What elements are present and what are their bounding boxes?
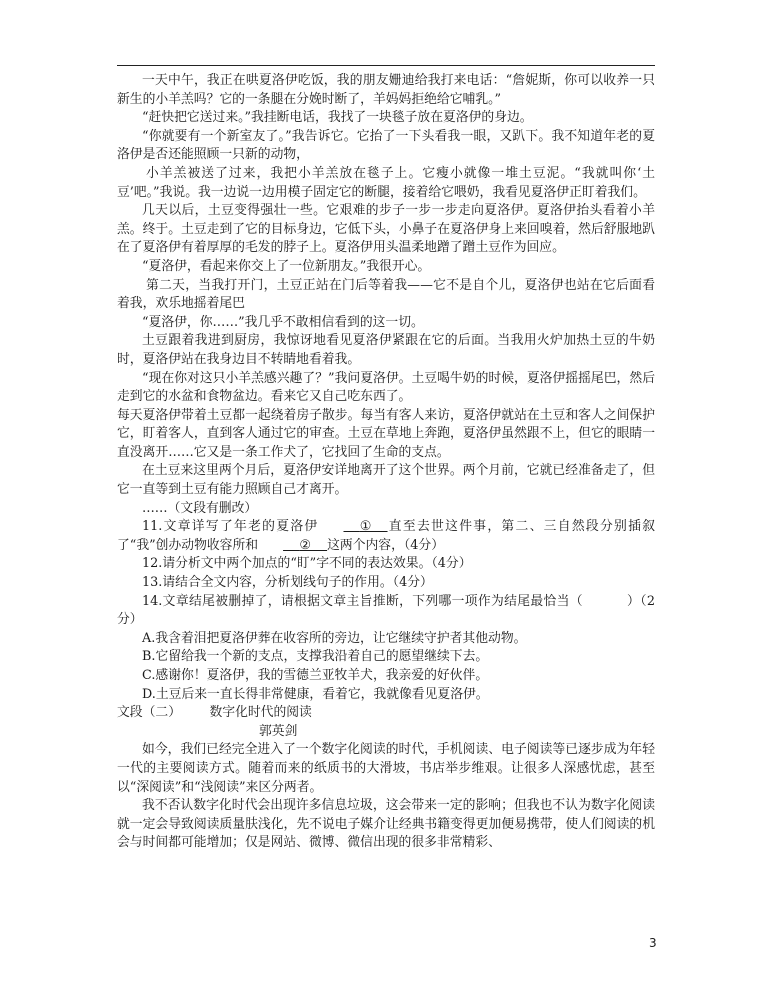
question-list <box>117 555 655 629</box>
article-title: 数字化时代的阅读 <box>209 705 312 721</box>
section-label: 文段（二） <box>117 705 181 721</box>
paragraph: 第二天，当我打开门，土豆正站在门后等着我——它不是自个儿，夏洛伊也站在它后面看着我，欢乐地摇着尾巴 <box>117 277 655 312</box>
paragraph: “赶快把它送过来。”我挂断电话，我找了一块毯子放在夏洛伊的身边。 <box>142 110 533 126</box>
answer-option: C.感谢你！夏洛伊，我的雪德兰亚牧羊犬，我亲爱的好伙伴。 <box>142 668 489 683</box>
page-number: 3 <box>649 936 657 950</box>
paragraph: 小羊羔被送了过来，我把小羊羔放在毯子上。它瘦小就像一堆土豆泥。“我就叫你‘土豆’吧。”我说。我一边说一边用模子固定它的断腿，接着给它喂奶，我看见夏洛伊正盯着我们。 <box>117 165 655 200</box>
paragraph: “夏洛伊，看起来你交上了一位新朋友。”我很开心。 <box>142 258 431 274</box>
paragraph: 每天夏洛伊带着土豆都一起绕着房子散步。每当有客人来访，夏洛伊就站在土豆和客人之间保护它，盯着客人，直到客人通过它的审查。土豆在草地上奔跑，夏洛伊虽然跟不上，但它的眼睛一直没离开……它又是一条工作犬了，它找回了生命的支点。 <box>117 407 655 460</box>
paragraph: 土豆跟着我进到厨房，我惊讶地看见夏洛伊紧跟在它的后面。当我用火炉加热土豆的牛奶时，夏洛伊站在我身边目不转睛地看着我。 <box>117 333 655 367</box>
header-rule <box>117 65 655 66</box>
answer-option: B.它留给我一个新的支点，支撑我沿着自己的愿望继续下去。 <box>142 649 489 665</box>
answer-option: D.土豆后来一直长得非常健康，看着它，我就像看见夏洛伊。 <box>142 686 489 702</box>
blank-2: ② <box>283 537 328 553</box>
answer-option: A.我含着泪把夏洛伊葬在收容所的旁边，让它继续守护者其他动物。 <box>142 630 527 646</box>
paragraph: 如今，我们已经完全进入了一个数字化阅读的时代，手机阅读、电子阅读等已逐步成为年轻一代的主要阅读方式。随着而来的纸质书的大滑坡，书店举步维艰。让很多人深感忧虑，甚至以“深阅读”和“浅阅读”来区分两者。 <box>117 742 655 795</box>
passage-one <box>117 72 655 518</box>
paragraph: 几天以后，土豆变得强壮一些。它艰难的步子一步一步走向夏洛伊。夏洛伊抬头看着小羊羔。终于。土豆走到了它的目标身边，它低下头，小鼻子在夏洛伊身上来回嗅着，然后舒服地趴在了夏洛伊有着厚厚的毛发的脖子上。夏洛伊用头温柔地蹭了蹭土豆作为回应。 <box>117 203 655 256</box>
passage-two <box>117 741 655 853</box>
article-author: 郭英剑 <box>259 723 298 739</box>
section-two-heading <box>117 704 655 723</box>
paragraph: ……（文段有删改） <box>142 500 258 516</box>
paragraph: 一天中午，我正在哄夏洛伊吃饭，我的朋友姗迪给我打来电话：“詹妮斯，你可以收养一只新生的小羊羔吗？它的一条腿在分娩时断了，羊妈妈拒绝给它哺乳。” <box>117 73 655 107</box>
answer-options <box>117 630 655 704</box>
paragraph: 我不否认数字化时代会出现许多信息垃圾，这会带来一定的影响；但我也不认为数字化阅读就一定会导致阅读质量肤浅化，先不说电子媒介让经典书籍变得更加便易携带，使人们阅读的机会与时间都可能增加；仅是网站、微博、微信出现的很多非常精彩、 <box>117 798 655 851</box>
paragraph: 在土豆来这里两个月后，夏洛伊安详地离开了这个世界。两个月前，它就已经准备走了，但它一直等到土豆有能力照顾自己才离开。 <box>117 463 655 498</box>
blank-1: ① <box>343 519 388 535</box>
question: 14.文章结尾被删掉了，请根据文章主旨推断，下列哪一项作为结尾最恰当（ ）（2分） <box>117 593 655 628</box>
question: 12.请分析文中两个加点的“盯”字不同的表达效果。（4分） <box>142 556 472 572</box>
question: 13.请结合全文内容，分析划线句子的作用。（4分） <box>142 575 433 591</box>
paragraph: “你就要有一个新室友了。”我告诉它。它抬了一下头看我一眼，又趴下。我不知道年老的夏洛伊是否还能照顾一只新的动物， <box>117 128 655 163</box>
paragraph: “夏洛伊，你……”我几乎不敢相信看到的这一切。 <box>142 314 424 330</box>
document-body <box>117 72 655 853</box>
question-11: 11.文章详写了年老的夏洛伊 ① 直至去世这件事，第二、三自然段分别插叙了“我”创办动物收容所和 ② 这两个内容，（4分） <box>117 518 655 555</box>
paragraph: “现在你对这只小羊羔感兴趣了？”我问夏洛伊。土豆喝牛奶的时候，夏洛伊摇摇尾巴，然后走到它的水盆和食物盆边。看来它又自己吃东西了。 <box>117 370 655 405</box>
